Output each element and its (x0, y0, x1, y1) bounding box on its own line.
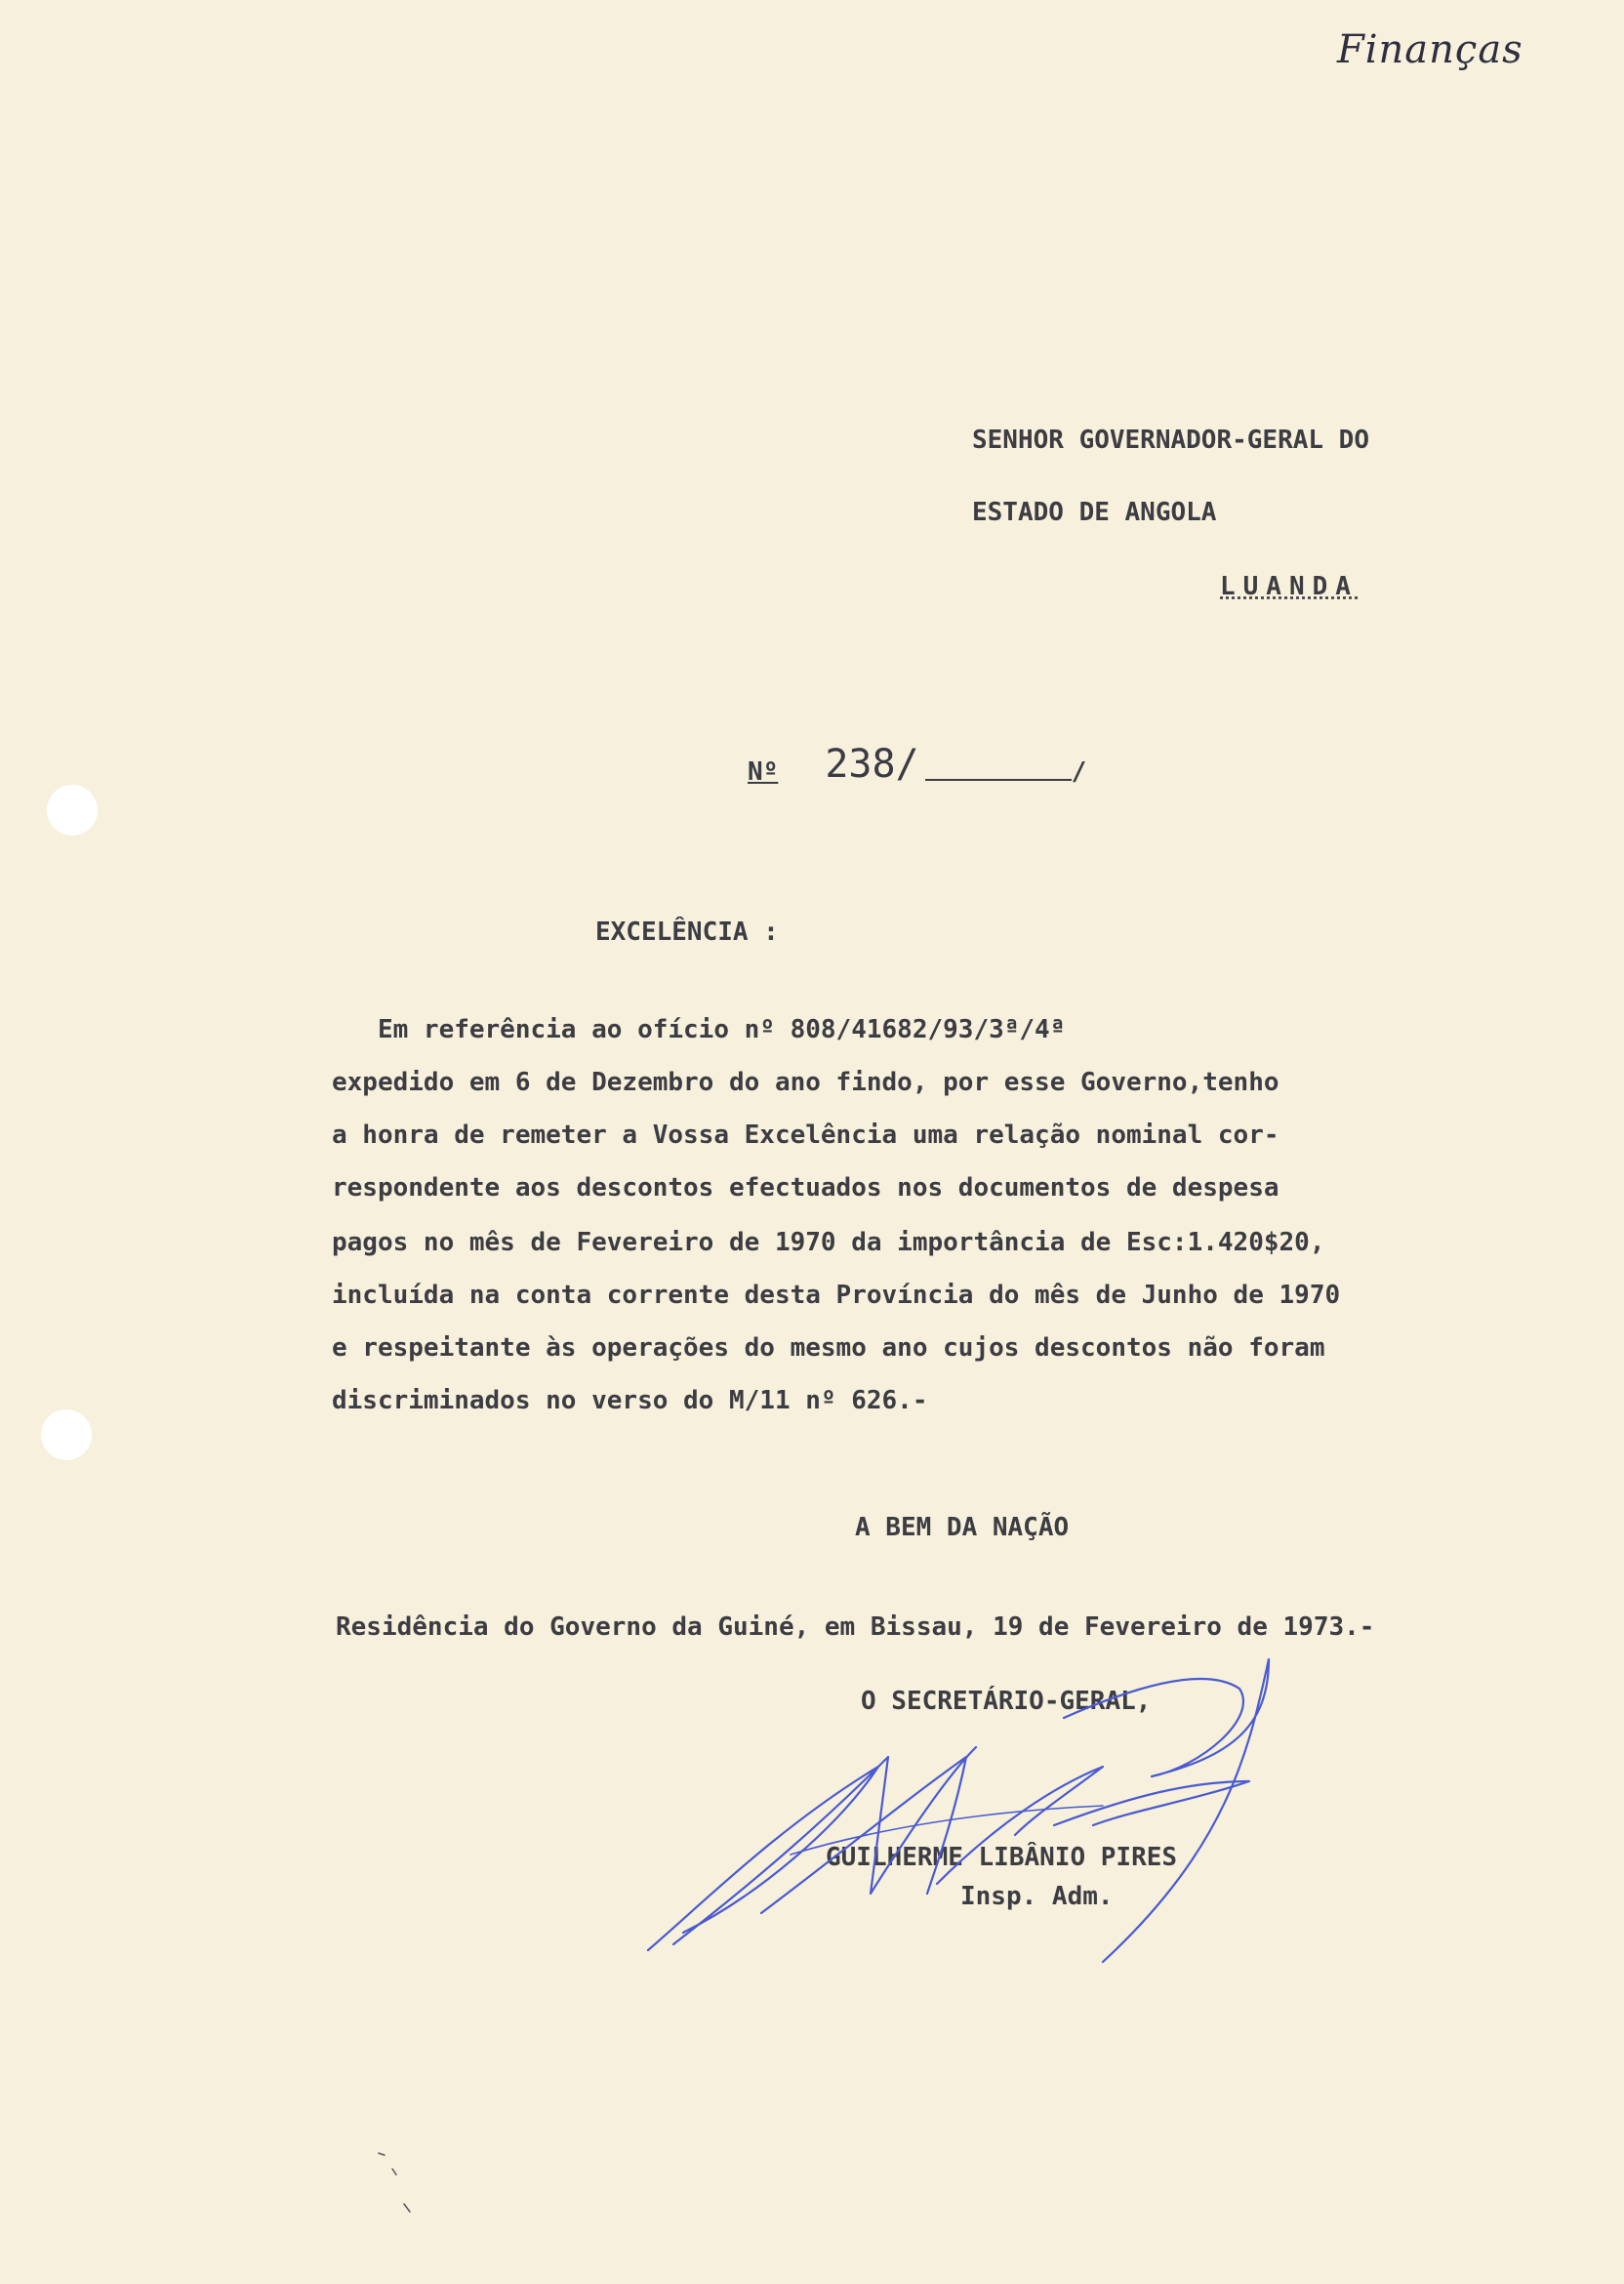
body-line: incluída na conta corrente desta Província do mês de Junho de 1970 (332, 1281, 1341, 1310)
addressee-line-1: SENHOR GOVERNADOR-GERAL DO (972, 426, 1369, 455)
body-line: a honra de remeter a Vossa Excelência uma relação nominal cor- (332, 1121, 1279, 1150)
salutation: EXCELÊNCIA : (595, 918, 779, 947)
body-line: pagos no mês de Fevereiro de 1970 da importância de Esc:1.420$20, (332, 1228, 1325, 1257)
paper-speck-marks (371, 2147, 429, 2225)
reference-label: Nº (748, 757, 779, 787)
place-date-line: Residência do Governo da Guiné, em Bissau, 19 de Fevereiro de 1973.- (336, 1612, 1375, 1642)
reference-blank-line (925, 777, 1072, 781)
margin-note: Finanças (1337, 27, 1523, 72)
closing-formula: A BEM DA NAÇÃO (855, 1513, 1070, 1542)
signer-title: O SECRETÁRIO-GERAL, (861, 1687, 1152, 1716)
addressee-line-2: ESTADO DE ANGOLA (972, 498, 1217, 527)
body-line: e respeitante às operações do mesmo ano cujos descontos não foram (332, 1333, 1325, 1363)
punch-hole (47, 785, 98, 836)
body-line: discriminados no verso do M/11 nº 626.- (332, 1386, 928, 1415)
signer-rank: Insp. Adm. (960, 1882, 1114, 1911)
handwritten-signature (644, 1601, 1386, 1972)
reference-slash: / (1071, 757, 1087, 787)
signer-name: GUILHERME LIBÂNIO PIRES (826, 1843, 1178, 1872)
reference-number: 238/ (825, 742, 919, 787)
body-line: Em referência ao ofício nº 808/41682/93/3ª/4ª (332, 1015, 1066, 1044)
body-line: expedido em 6 de Dezembro do ano findo, por esse Governo,tenho (332, 1068, 1279, 1097)
addressee-city: LUANDA (1220, 572, 1359, 601)
reference-number-row (748, 742, 1086, 787)
punch-hole (41, 1409, 92, 1460)
body-line: respondente aos descontos efectuados nos documentos de despesa (332, 1173, 1279, 1203)
